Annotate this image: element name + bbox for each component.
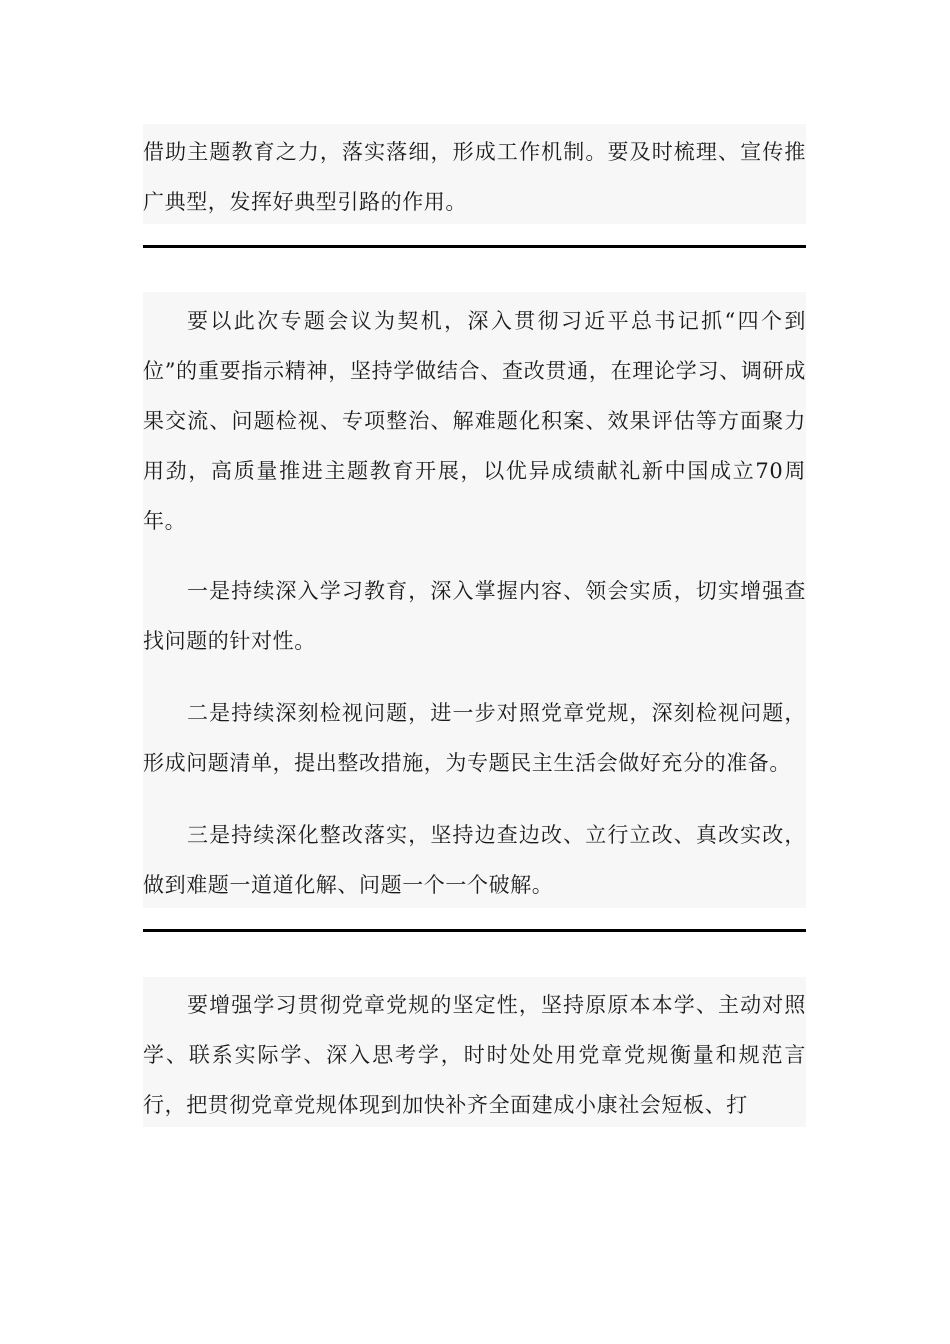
divider-1 xyxy=(143,245,806,248)
paragraph-4: 二是持续深刻检视问题，进一步对照党章党规，深刻检视问题，形成问题清单，提出整改措施，为专题民主生活会做好充分的准备。 xyxy=(143,701,806,775)
text-block-3 xyxy=(143,977,806,1127)
paragraph-6: 要增强学习贯彻党章党规的坚定性，坚持原原本本学、主动对照学、联系实际学、深入思考学，时时处处用党章党规衡量和规范言行，把贯彻党章党规体现到加快补齐全面建成小康社会短板、打 xyxy=(143,993,806,1117)
paragraph-2: 要以此次专题会议为契机，深入贯彻习近平总书记抓“四个到位”的重要指示精神，坚持学做结合、查改贯通，在理论学习、调研成果交流、问题检视、专项整治、解难题化积案、效果评估等方面聚力用劲，高质量推进主题教育开展，以优异成绩献礼新中国成立70周年。 xyxy=(143,309,806,533)
paragraph-3: 一是持续深入学习教育，深入掌握内容、领会实质，切实增强查找问题的针对性。 xyxy=(143,579,806,653)
text-block-1 xyxy=(143,124,806,224)
paragraph-1: 借助主题教育之力，落实落细，形成工作机制。要及时梳理、宣传推广典型，发挥好典型引路的作用。 xyxy=(143,140,806,214)
divider-2 xyxy=(143,929,806,932)
paragraph-5: 三是持续深化整改落实，坚持边查边改、立行立改、真改实改，做到难题一道道化解、问题一个一个破解。 xyxy=(143,823,806,897)
text-block-2 xyxy=(143,292,806,908)
